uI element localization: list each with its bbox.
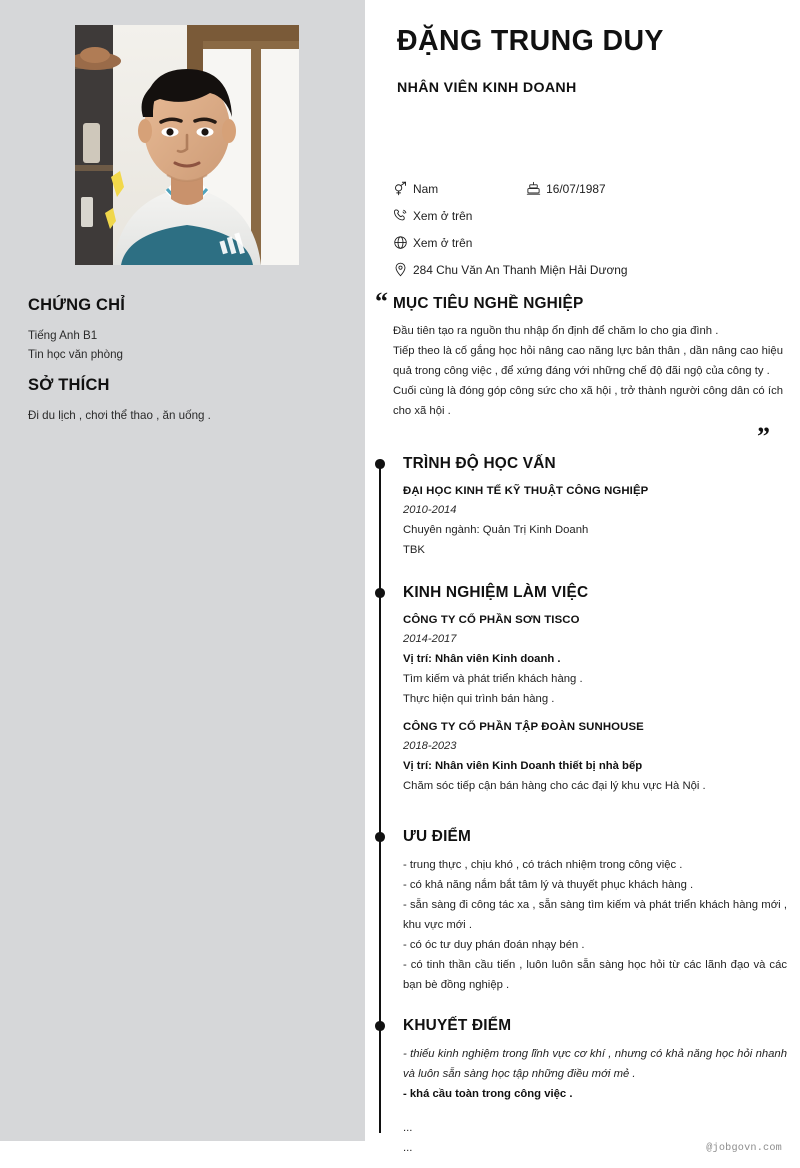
profile-photo bbox=[75, 25, 299, 265]
experience-position: Vị trí: Nhân viên Kinh doanh . bbox=[403, 653, 561, 665]
location-pin-icon bbox=[393, 262, 408, 277]
phone-value: Xem ở trên bbox=[413, 208, 473, 223]
certificate-item: Tin học văn phòng bbox=[28, 348, 123, 361]
quote-open-icon: “ bbox=[375, 287, 388, 316]
experience-duty: Thực hiện qui trình bán hàng . bbox=[403, 693, 555, 705]
certificates-heading: CHỨNG CHỈ bbox=[28, 296, 126, 314]
contact-row bbox=[393, 229, 793, 256]
page-title: ĐẶNG TRUNG DUY bbox=[397, 25, 664, 57]
strength-item: - sẵn sàng đi công tác xa , sẵn sàng tìm kiếm và phát triển khách hàng mới , khu vực mới . bbox=[403, 899, 787, 931]
education-section bbox=[375, 455, 787, 560]
timeline-dot bbox=[375, 832, 385, 842]
weakness-filler: ... bbox=[403, 1122, 413, 1134]
objective-section bbox=[393, 295, 783, 421]
hobbies-section bbox=[28, 376, 338, 425]
experience-section bbox=[375, 584, 787, 796]
education-heading: TRÌNH ĐỘ HỌC VẤN bbox=[403, 455, 556, 472]
strength-item: - có khả năng nắm bắt tâm lý và thuyết phục khách hàng . bbox=[403, 879, 694, 891]
profile-photo-image bbox=[75, 25, 299, 265]
contact-row bbox=[393, 256, 793, 283]
education-major: Chuyên ngành: Quản Trị Kinh Doanh bbox=[403, 524, 589, 536]
education-entry bbox=[403, 482, 787, 560]
gender-icon bbox=[393, 181, 408, 196]
weaknesses-heading: KHUYẾT ĐIỂM bbox=[403, 1017, 512, 1034]
objective-paragraph: Đầu tiên tạo ra nguồn thu nhập ổn định để chăm lo cho gia đình . bbox=[393, 325, 719, 337]
timeline-dot bbox=[375, 459, 385, 469]
strength-item: - có tinh thần cầu tiến , luôn luôn sẵn sàng học hỏi từ các lãnh đạo và các bạn bè đồng nghiệp . bbox=[403, 959, 787, 991]
experience-heading: KINH NGHIỆM LÀM VIỆC bbox=[403, 584, 589, 601]
timeline-dot bbox=[375, 1021, 385, 1031]
education-school: ĐẠI HỌC KINH TẾ KỸ THUẬT CÔNG NGHIỆP bbox=[403, 485, 649, 497]
experience-position: Vị trí: Nhân viên Kinh Doanh thiết bị nhà bếp bbox=[403, 760, 643, 772]
birthday-cake-icon bbox=[526, 181, 541, 196]
contact-phone[interactable] bbox=[393, 208, 472, 223]
contact-row bbox=[393, 175, 793, 202]
weakness-filler: ... bbox=[403, 1142, 413, 1154]
certificates-section bbox=[28, 296, 338, 364]
contact-row bbox=[393, 202, 793, 229]
experience-company: CÔNG TY CỔ PHẦN SƠN TISCO bbox=[403, 614, 580, 626]
contact-email[interactable] bbox=[393, 235, 472, 250]
timeline bbox=[375, 455, 787, 1158]
globe-icon bbox=[393, 235, 408, 250]
job-title: NHÂN VIÊN KINH DOANH bbox=[397, 80, 577, 96]
education-grade: TBK bbox=[403, 544, 425, 556]
experience-date: 2018-2023 bbox=[403, 740, 457, 752]
birthday-value: 16/07/1987 bbox=[546, 181, 606, 196]
objective-paragraph: Cuối cùng là đóng góp công sức cho xã hội , trở thành người công dân có ích cho xã hội . bbox=[393, 385, 783, 417]
experience-duty: Chăm sóc tiếp cận bán hàng cho các đại lý khu vực Hà Nội . bbox=[403, 780, 706, 792]
strengths-section bbox=[375, 828, 787, 995]
email-value: Xem ở trên bbox=[413, 235, 473, 250]
education-date: 2010-2014 bbox=[403, 504, 457, 516]
address-value: 284 Chu Văn An Thanh Miện Hải Dương bbox=[413, 262, 628, 277]
gender-value: Nam bbox=[413, 181, 439, 196]
main-content bbox=[365, 0, 800, 1168]
experience-duty: Tìm kiếm và phát triển khách hàng . bbox=[403, 673, 583, 685]
weakness-item: - thiếu kinh nghiệm trong lĩnh vực cơ khí , nhưng có khả năng học hỏi nhanh và luôn sẵn sàng học tập những điều mới mẻ . bbox=[403, 1048, 787, 1080]
strengths-heading: ƯU ĐIỂM bbox=[403, 828, 472, 845]
quote-close-icon: ” bbox=[757, 422, 770, 451]
contact-address bbox=[393, 262, 628, 277]
strength-item: - trung thực , chịu khó , có trách nhiệm trong công việc . bbox=[403, 859, 683, 871]
weaknesses-section bbox=[375, 1017, 787, 1158]
weakness-item: - khá cầu toàn trong công việc . bbox=[403, 1088, 573, 1100]
experience-entry bbox=[403, 718, 787, 796]
experience-date: 2014-2017 bbox=[403, 633, 457, 645]
timeline-dot bbox=[375, 588, 385, 598]
objective-paragraph: Tiếp theo là cố gắng học hỏi nâng cao năng lực bản thân , dần nâng cao hiệu quả trong công việc , để xứng đáng với những chế độ đãi ngộ của công ty . bbox=[393, 345, 783, 377]
experience-entry bbox=[403, 611, 787, 709]
contact-section bbox=[393, 175, 793, 283]
certificate-item: Tiếng Anh B1 bbox=[28, 329, 98, 342]
objective-heading: MỤC TIÊU NGHỀ NGHIỆP bbox=[393, 295, 584, 312]
contact-birthday bbox=[526, 181, 606, 196]
strength-item: - có óc tư duy phán đoán nhạy bén . bbox=[403, 939, 585, 951]
experience-company: CÔNG TY CỔ PHẦN TẬP ĐOÀN SUNHOUSE bbox=[403, 721, 644, 733]
footer-watermark: @jobgovn.com bbox=[706, 1143, 782, 1154]
sidebar bbox=[0, 0, 365, 1141]
phone-icon bbox=[393, 208, 408, 223]
hobbies-heading: SỞ THÍCH bbox=[28, 376, 110, 394]
hobby-item: Đi du lịch , chơi thể thao , ăn uống . bbox=[28, 409, 211, 422]
contact-gender bbox=[393, 181, 438, 196]
